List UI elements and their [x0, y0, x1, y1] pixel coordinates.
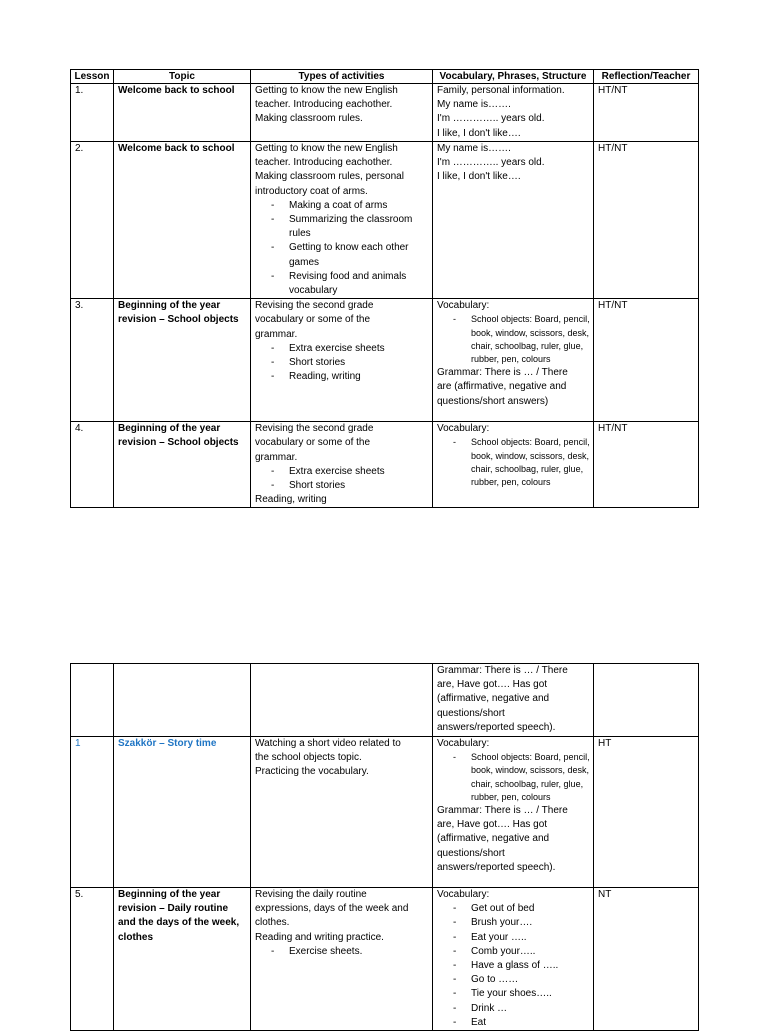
- lesson-cell: [71, 299, 114, 422]
- vocabulary-line: I like, I don't like….: [437, 171, 521, 183]
- activity-line: grammar.: [255, 328, 298, 340]
- topic-cell: [114, 84, 251, 142]
- table-row: [71, 142, 699, 299]
- topic-line: Beginning of the year: [118, 300, 221, 312]
- grammar-line: (affirmative, negative and: [437, 833, 550, 845]
- activities-cell: [251, 664, 433, 737]
- vocabulary-cell: [433, 142, 594, 299]
- vocabulary-item: - School objects: Board, pencil, book, window, scissors, desk, chair, schoolbag, ruler, glue, rubber, pen, colours: [437, 436, 591, 489]
- reflection-teacher: HT/NT: [598, 300, 628, 312]
- topic-cell: [114, 299, 251, 422]
- vocabulary-cell: [433, 737, 594, 888]
- activity-item: - Getting to know each other games: [255, 241, 430, 269]
- activity-line: vocabulary or some of the: [255, 437, 371, 449]
- activity-item: - Extra exercise sheets: [255, 342, 430, 356]
- topic-line: Beginning of the year: [118, 889, 221, 900]
- vocabulary-line: Grammar: There is … / There: [437, 665, 568, 676]
- vocabulary-list: [437, 751, 591, 804]
- activity-line: clothes.: [255, 917, 290, 929]
- grammar-line: Grammar: There is … / There: [437, 805, 568, 817]
- vocabulary-item: - Have a glass of …..: [437, 959, 591, 973]
- reflection-teacher: HT: [598, 738, 612, 749]
- lesson-number: 5.: [75, 889, 84, 900]
- activity-line: Revising the second grade: [255, 300, 374, 312]
- grammar-line: are (affirmative, negative and: [437, 381, 567, 393]
- vocabulary-line: answers/reported speech).: [437, 721, 556, 733]
- activity-line: Getting to know the new English: [255, 143, 398, 154]
- vocabulary-list: [437, 902, 591, 1030]
- activity-item: - Revising food and animals vocabulary: [255, 270, 430, 298]
- vocabulary-list: [437, 436, 591, 489]
- lesson-cell: [71, 888, 114, 1031]
- vocabulary-line: My name is…….: [437, 99, 511, 111]
- topic-line: revision – School objects: [118, 437, 239, 449]
- grammar-line: questions/short: [437, 847, 505, 859]
- activities-cell: [251, 142, 433, 299]
- lesson-cell: [71, 142, 114, 299]
- vocabulary-item: - Comb your…..: [437, 945, 591, 959]
- vocabulary-line: I like, I don't like….: [437, 127, 521, 139]
- activity-line: Reading and writing practice.: [255, 931, 384, 943]
- activity-list: [255, 945, 430, 959]
- topic-cell: [114, 422, 251, 508]
- activity-line: Making classroom rules, personal: [255, 171, 404, 183]
- reflection-cell: [594, 142, 699, 299]
- activity-list: [255, 199, 430, 298]
- activities-cell: [251, 422, 433, 508]
- vocabulary-item: - School objects: Board, pencil, book, window, scissors, desk, chair, schoolbag, ruler, glue, rubber, pen, colours: [437, 313, 591, 366]
- activity-line: vocabulary or some of the: [255, 314, 371, 326]
- reflection-cell: [594, 422, 699, 508]
- vocabulary-cell: [433, 299, 594, 422]
- activity-line: Reading, writing: [255, 494, 327, 506]
- lesson-number: 4.: [75, 423, 84, 435]
- vocabulary-item: - Tie your shoes…..: [437, 987, 591, 1001]
- reflection-cell: [594, 84, 699, 142]
- topic-cell: [114, 142, 251, 299]
- activity-line: teacher. Introducing eachother.: [255, 99, 393, 111]
- vocabulary-line: Vocabulary:: [437, 738, 490, 749]
- topic-line: revision – Daily routine: [118, 903, 229, 915]
- activity-item: - Reading, writing: [255, 370, 430, 384]
- lesson-cell: [71, 737, 114, 888]
- topic-cell: [114, 664, 251, 737]
- activity-item: - Making a coat of arms: [255, 199, 430, 213]
- topic-line: Welcome back to school: [118, 143, 235, 154]
- reflection-teacher: HT/NT: [598, 423, 628, 435]
- activity-item: - Extra exercise sheets: [255, 465, 430, 479]
- table-row: [71, 422, 699, 508]
- reflection-teacher: HT/NT: [598, 85, 628, 96]
- grammar-line: Grammar: There is … / There: [437, 367, 568, 379]
- vocabulary-cell: [433, 664, 594, 737]
- lesson-number: 2.: [75, 143, 84, 154]
- activity-list: [255, 465, 430, 493]
- topic-cell: [114, 737, 251, 888]
- activity-list: [255, 342, 430, 385]
- activity-line: Watching a short video related to: [255, 738, 401, 749]
- table-row: [71, 737, 699, 888]
- table-row: [71, 888, 699, 1031]
- vocabulary-line: I'm ………….. years old.: [437, 113, 545, 125]
- header-lesson: Lesson: [71, 70, 114, 84]
- reflection-cell: [594, 888, 699, 1031]
- vocabulary-item: - Drink …: [437, 1002, 591, 1016]
- lesson-cell: [71, 422, 114, 508]
- lesson-plan-table-2: [70, 663, 699, 1031]
- lesson-number: 1.: [75, 85, 84, 96]
- vocabulary-item: - Eat: [437, 1016, 591, 1030]
- grammar-line: questions/short answers): [437, 395, 549, 407]
- vocabulary-line: My name is…….: [437, 143, 511, 154]
- vocabulary-line: are, Have got…. Has got: [437, 679, 548, 691]
- header-activities: Types of activities: [251, 70, 433, 84]
- vocabulary-line: Family, personal information.: [437, 85, 565, 96]
- activity-line: introductory coat of arms.: [255, 185, 368, 197]
- activities-cell: [251, 84, 433, 142]
- reflection-teacher: HT/NT: [598, 143, 628, 154]
- topic-cell: [114, 888, 251, 1031]
- topic-line: clothes: [118, 931, 154, 943]
- activities-cell: [251, 888, 433, 1031]
- lesson-number: 1: [75, 738, 81, 749]
- activity-line: Making classroom rules.: [255, 113, 363, 125]
- vocabulary-line: Vocabulary:: [437, 889, 490, 900]
- lesson-number: 3.: [75, 300, 84, 312]
- activities-cell: [251, 299, 433, 422]
- topic-line: Szakkör – Story time: [118, 738, 217, 749]
- table-row: [71, 299, 699, 422]
- topic-line: Welcome back to school: [118, 85, 235, 96]
- vocabulary-cell: [433, 422, 594, 508]
- vocabulary-cell: [433, 888, 594, 1031]
- table-row: [71, 84, 699, 142]
- lesson-plan-table-1: [70, 69, 699, 508]
- vocabulary-list: [437, 313, 591, 366]
- vocabulary-item: - Go to ……: [437, 973, 591, 987]
- table-header-row: [71, 70, 699, 84]
- vocabulary-item: - Eat your …..: [437, 931, 591, 945]
- activity-line: Practicing the vocabulary.: [255, 766, 369, 778]
- lesson-cell: [71, 84, 114, 142]
- vocabulary-item: - Brush your….: [437, 916, 591, 930]
- activity-line: grammar.: [255, 451, 298, 463]
- vocabulary-item: - School objects: Board, pencil, book, window, scissors, desk, chair, schoolbag, ruler, glue, rubber, pen, colours: [437, 751, 591, 804]
- activity-line: Getting to know the new English: [255, 85, 398, 96]
- activity-item: - Short stories: [255, 479, 430, 493]
- lesson-cell: [71, 664, 114, 737]
- table-row: [71, 664, 699, 737]
- activity-line: expressions, days of the week and: [255, 903, 409, 915]
- reflection-cell: [594, 299, 699, 422]
- activity-item: - Exercise sheets.: [255, 945, 430, 959]
- topic-line: revision – School objects: [118, 314, 239, 326]
- reflection-cell: [594, 737, 699, 888]
- activity-line: Revising the second grade: [255, 423, 374, 435]
- vocabulary-line: I'm ………….. years old.: [437, 157, 545, 169]
- reflection-teacher: NT: [598, 889, 612, 900]
- vocabulary-line: Vocabulary:: [437, 300, 490, 312]
- activity-line: teacher. Introducing eachother.: [255, 157, 393, 169]
- activity-line: the school objects topic.: [255, 752, 362, 764]
- topic-line: and the days of the week,: [118, 917, 240, 929]
- vocabulary-line: Vocabulary:: [437, 423, 490, 435]
- activity-item: - Summarizing the classroom rules: [255, 213, 430, 241]
- activities-cell: [251, 737, 433, 888]
- header-topic: Topic: [114, 70, 251, 84]
- grammar-line: answers/reported speech).: [437, 861, 556, 873]
- activity-line: Revising the daily routine: [255, 889, 367, 900]
- reflection-cell: [594, 664, 699, 737]
- grammar-line: are, Have got…. Has got: [437, 819, 548, 831]
- header-vocabulary: Vocabulary, Phrases, Structure: [433, 70, 594, 84]
- activity-item: - Short stories: [255, 356, 430, 370]
- topic-line: Beginning of the year: [118, 423, 221, 435]
- header-reflection: Reflection/Teacher: [594, 70, 699, 84]
- vocabulary-line: questions/short: [437, 707, 505, 719]
- vocabulary-item: - Get out of bed: [437, 902, 591, 916]
- vocabulary-line: (affirmative, negative and: [437, 693, 550, 705]
- vocabulary-cell: [433, 84, 594, 142]
